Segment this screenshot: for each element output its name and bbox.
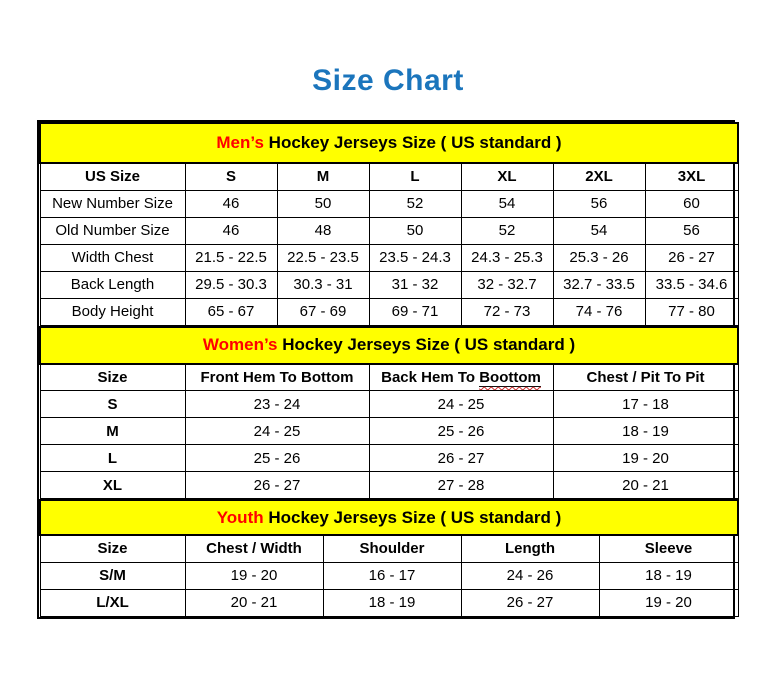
mens-value-cell: 29.5 - 30.3 (185, 271, 277, 298)
youth-column-header: Sleeve (599, 535, 738, 562)
size-chart-tables (37, 120, 735, 619)
mens-value-cell: 50 (277, 190, 369, 217)
youth-value-cell: 24 - 26 (461, 562, 599, 589)
mens-banner-highlight: Men’s (216, 133, 264, 152)
misspelled-word: Boottom (479, 368, 541, 386)
mens-banner (40, 123, 738, 163)
youth-row-label: S/M (40, 562, 185, 589)
mens-table-row (40, 271, 738, 298)
mens-column-header: L (369, 163, 461, 190)
mens-table-row (40, 190, 738, 217)
mens-row-label: New Number Size (40, 190, 185, 217)
womens-row-label: L (40, 445, 185, 472)
mens-value-cell: 21.5 - 22.5 (185, 244, 277, 271)
womens-value-cell: 25 - 26 (185, 445, 369, 472)
womens-value-cell: 26 - 27 (369, 445, 553, 472)
mens-value-cell: 67 - 69 (277, 298, 369, 325)
youth-table-row (40, 589, 738, 616)
mens-value-cell: 69 - 71 (369, 298, 461, 325)
womens-banner-highlight: Women’s (202, 335, 278, 354)
womens-column-header: Chest / Pit To Pit (553, 364, 738, 391)
youth-column-header: Size (40, 535, 185, 562)
mens-value-cell: 22.5 - 23.5 (277, 244, 369, 271)
womens-banner (40, 327, 738, 364)
womens-column-header: Front Hem To Bottom (185, 364, 369, 391)
youth-column-header: Length (461, 535, 599, 562)
womens-table-row (40, 445, 738, 472)
column-header-text: Back Hem To (381, 368, 480, 386)
mens-row-label: Old Number Size (40, 217, 185, 244)
womens-value-cell: 27 - 28 (369, 472, 553, 499)
womens-table-row (40, 391, 738, 418)
mens-column-header: 2XL (553, 163, 645, 190)
youth-header-row (40, 535, 738, 562)
womens-value-cell: 17 - 18 (553, 391, 738, 418)
page-title: Size Chart (312, 64, 464, 97)
mens-column-header: S (185, 163, 277, 190)
mens-value-cell: 54 (461, 190, 553, 217)
mens-value-cell: 56 (645, 217, 738, 244)
womens-size-table (39, 326, 739, 500)
womens-header-row (40, 364, 738, 391)
womens-value-cell: 25 - 26 (369, 418, 553, 445)
youth-value-cell: 18 - 19 (599, 562, 738, 589)
womens-row-label: S (40, 391, 185, 418)
womens-row-label: M (40, 418, 185, 445)
mens-value-cell: 56 (553, 190, 645, 217)
mens-column-header: M (277, 163, 369, 190)
youth-value-cell: 20 - 21 (185, 589, 323, 616)
mens-value-cell: 48 (277, 217, 369, 244)
mens-value-cell: 52 (369, 190, 461, 217)
mens-value-cell: 32 - 32.7 (461, 271, 553, 298)
mens-row-label: Back Length (40, 271, 185, 298)
mens-value-cell: 31 - 32 (369, 271, 461, 298)
mens-value-cell: 72 - 73 (461, 298, 553, 325)
mens-row-label: Body Height (40, 298, 185, 325)
youth-size-table (39, 499, 739, 617)
womens-table-row (40, 472, 738, 499)
mens-value-cell: 32.7 - 33.5 (553, 271, 645, 298)
mens-value-cell: 77 - 80 (645, 298, 738, 325)
mens-row-label: Width Chest (40, 244, 185, 271)
womens-value-cell: 18 - 19 (553, 418, 738, 445)
youth-row-label: L/XL (40, 589, 185, 616)
womens-value-cell: 26 - 27 (185, 472, 369, 499)
mens-size-table (39, 122, 739, 326)
mens-value-cell: 23.5 - 24.3 (369, 244, 461, 271)
youth-table-row (40, 562, 738, 589)
youth-value-cell: 16 - 17 (323, 562, 461, 589)
mens-value-cell: 74 - 76 (553, 298, 645, 325)
mens-value-cell: 30.3 - 31 (277, 271, 369, 298)
womens-value-cell: 24 - 25 (369, 391, 553, 418)
mens-value-cell: 46 (185, 190, 277, 217)
womens-column-header: Size (40, 364, 185, 391)
youth-banner-text: Hockey Jerseys Size ( US standard ) (268, 507, 562, 527)
youth-value-cell: 26 - 27 (461, 589, 599, 616)
youth-value-cell: 19 - 20 (185, 562, 323, 589)
mens-value-cell: 24.3 - 25.3 (461, 244, 553, 271)
mens-value-cell: 52 (461, 217, 553, 244)
womens-value-cell: 24 - 25 (185, 418, 369, 445)
womens-table-row (40, 418, 738, 445)
mens-value-cell: 65 - 67 (185, 298, 277, 325)
womens-value-cell: 19 - 20 (553, 445, 738, 472)
womens-value-cell: 20 - 21 (553, 472, 738, 499)
mens-value-cell: 54 (553, 217, 645, 244)
mens-header-row (40, 163, 738, 190)
mens-column-header: US Size (40, 163, 185, 190)
mens-column-header: 3XL (645, 163, 738, 190)
youth-column-header: Chest / Width (185, 535, 323, 562)
mens-banner-text: Hockey Jerseys Size ( US standard ) (268, 133, 562, 152)
womens-row-label: XL (40, 472, 185, 499)
mens-table-row (40, 298, 738, 325)
mens-column-header: XL (461, 163, 553, 190)
youth-banner-highlight: Youth (216, 507, 264, 527)
misspelled-word-underline (479, 369, 541, 387)
mens-value-cell: 26 - 27 (645, 244, 738, 271)
mens-table-row (40, 217, 738, 244)
womens-banner-text: Hockey Jerseys Size ( US standard ) (282, 335, 576, 354)
mens-value-cell: 50 (369, 217, 461, 244)
womens-value-cell: 23 - 24 (185, 391, 369, 418)
mens-value-cell: 25.3 - 26 (553, 244, 645, 271)
womens-column-header (369, 364, 553, 391)
mens-value-cell: 60 (645, 190, 738, 217)
youth-value-cell: 19 - 20 (599, 589, 738, 616)
mens-value-cell: 46 (185, 217, 277, 244)
mens-value-cell: 33.5 - 34.6 (645, 271, 738, 298)
youth-column-header: Shoulder (323, 535, 461, 562)
mens-table-row (40, 244, 738, 271)
youth-value-cell: 18 - 19 (323, 589, 461, 616)
youth-banner (40, 500, 738, 535)
